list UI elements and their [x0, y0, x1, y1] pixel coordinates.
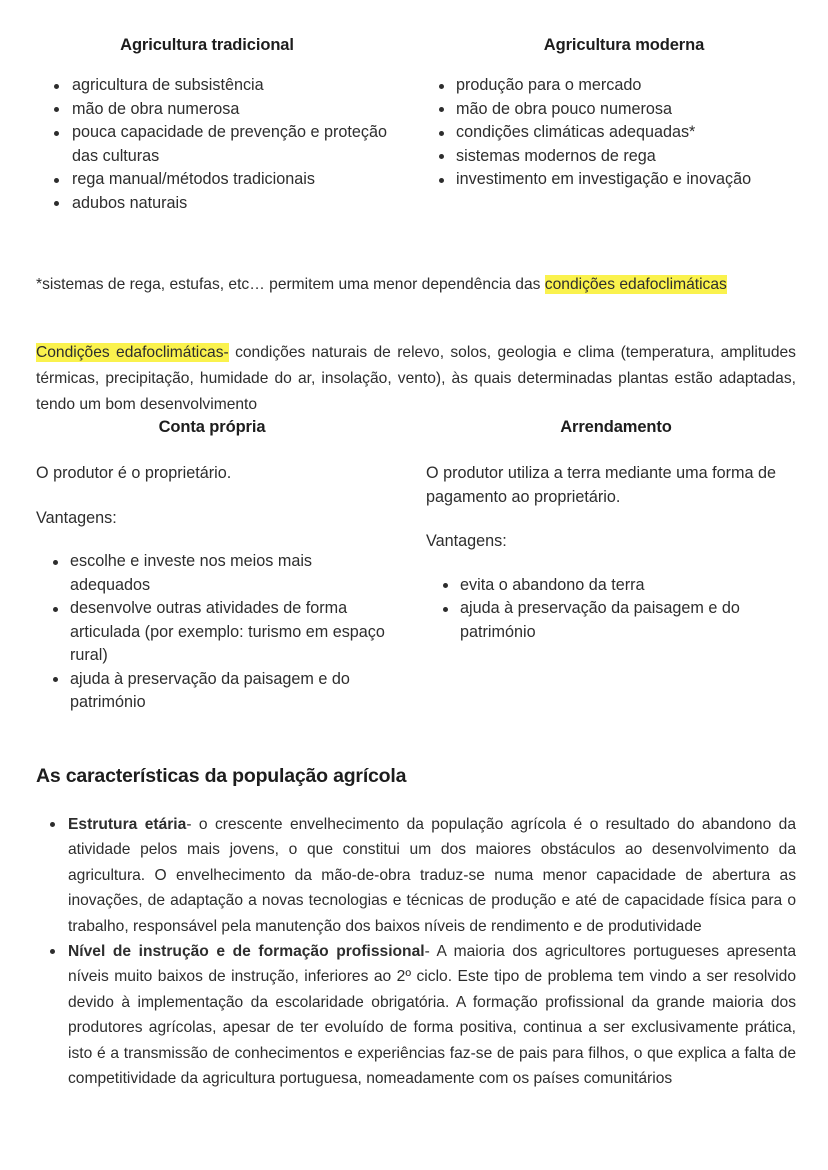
- list-item: adubos naturais: [0, 192, 414, 216]
- tenure-intro-arrendamento: O produtor utiliza a terra mediante uma forma de pagamento ao proprietário.: [426, 464, 776, 506]
- tenure-column-conta-propria: [0, 418, 414, 715]
- list-item: rega manual/métodos tradicionais: [0, 168, 414, 192]
- list-item: desenvolve outras atividades de forma articulada (por exemplo: turismo em espaço rural): [36, 597, 388, 668]
- footnote-text: *sistemas de rega, estufas, etc… permitem uma menor dependência das: [36, 275, 545, 293]
- tenure-advantages-label-conta-propria: Vantagens:: [36, 508, 117, 527]
- list-item: escolhe e investe nos meios mais adequados: [36, 550, 388, 597]
- footnote-sistemas-de-rega: [36, 272, 796, 298]
- footnote-highlight: condições edafoclimáticas: [544, 275, 727, 293]
- population-text-nivel-instrucao: - A maioria dos agricultores portugueses apresenta níveis muito baixos de instrução, inferiores ao 2º ciclo. Este tipo de problema tem vindo a ser resolvido devido à implementação da escolaridade obrigatória. A formação profissional da grande maioria dos produtores agrícolas, apesar de ter evoluído de forma positiva, continua a ser exclusivamente prática, isto é a transmissão de conhecimentos e experiências faz-se de pais para filhos, o que explica a falta de competitividade da agricultura portuguesa, nomeadamente com os países comunitários: [68, 943, 796, 1088]
- tenure-section: [0, 418, 828, 715]
- list-item: condições climáticas adequadas*: [414, 121, 828, 145]
- comparison-list-traditional: [0, 74, 414, 215]
- list-item: produção para o mercado: [414, 74, 828, 98]
- tenure-heading-arrendamento: Arrendamento: [560, 418, 672, 436]
- tenure-intro-conta-propria: O produtor é o proprietário.: [36, 464, 232, 482]
- comparison-column-modern: [414, 36, 828, 215]
- list-item: ajuda à preservação da paisagem e do património: [426, 597, 806, 644]
- tenure-columns: [0, 418, 828, 715]
- definition-term-highlight: Condições edafoclimáticas-: [36, 343, 229, 361]
- comparison-columns: [0, 36, 828, 215]
- population-term-nivel-instrucao: Nível de instrução e de formação profissional: [68, 943, 425, 961]
- list-item: mão de obra pouco numerosa: [414, 98, 828, 122]
- comparison-column-traditional: [0, 36, 414, 215]
- population-term-estrutura-etaria: Estrutura etária: [68, 816, 187, 833]
- population-section: [36, 765, 796, 1091]
- page-title: As características da população agrícola: [36, 765, 407, 787]
- list-item: [36, 939, 796, 1091]
- population-list: [36, 812, 796, 1091]
- tenure-advantages-list-conta-propria: [36, 550, 388, 715]
- list-item: ajuda à preservação da paisagem e do património: [36, 668, 388, 715]
- definition-condicoes-edafoclimaticas: [36, 340, 796, 418]
- list-item: mão de obra numerosa: [0, 98, 414, 122]
- list-item: agricultura de subsistência: [0, 74, 414, 98]
- list-item: investimento em investigação e inovação: [414, 168, 828, 192]
- tenure-column-arrendamento: [414, 418, 828, 715]
- population-text-estrutura-etaria: - o crescente envelhecimento da população agrícola é o resultado do abandono da atividade pelos mais jovens, o que constitui um dos maiores obstáculos ao desenvolvimento da agricultura. O envelhecimento da mão-de-obra traduz-se numa menor capacidade de abertura as inovações, de adaptação a novas tecnologias e técnicas de produção e até de capacidade física para o trabalho, responsável pela manutenção dos baixos níveis de rendimento e de produtividade: [68, 816, 797, 935]
- definition-body: condições naturais de relevo, solos, geologia e clima (temperatura, amplitudes térmicas, precipitação, humidade do ar, insolação, vento), às quais determinadas plantas estão adaptadas, tendo um bom desenvolvimento: [36, 343, 796, 413]
- list-item: sistemas modernos de rega: [414, 145, 828, 169]
- comparison-section: [0, 36, 828, 215]
- tenure-advantages-list-arrendamento: [426, 574, 806, 645]
- tenure-advantages-label-arrendamento: Vantagens:: [426, 532, 507, 550]
- comparison-heading-traditional: Agricultura tradicional: [120, 36, 294, 54]
- comparison-list-modern: [414, 74, 828, 192]
- list-item: evita o abandono da terra: [426, 574, 806, 598]
- list-item: [36, 812, 796, 939]
- tenure-heading-conta-propria: Conta própria: [158, 418, 266, 436]
- comparison-heading-modern: Agricultura moderna: [543, 36, 705, 54]
- list-item: pouca capacidade de prevenção e proteção das culturas: [0, 121, 414, 168]
